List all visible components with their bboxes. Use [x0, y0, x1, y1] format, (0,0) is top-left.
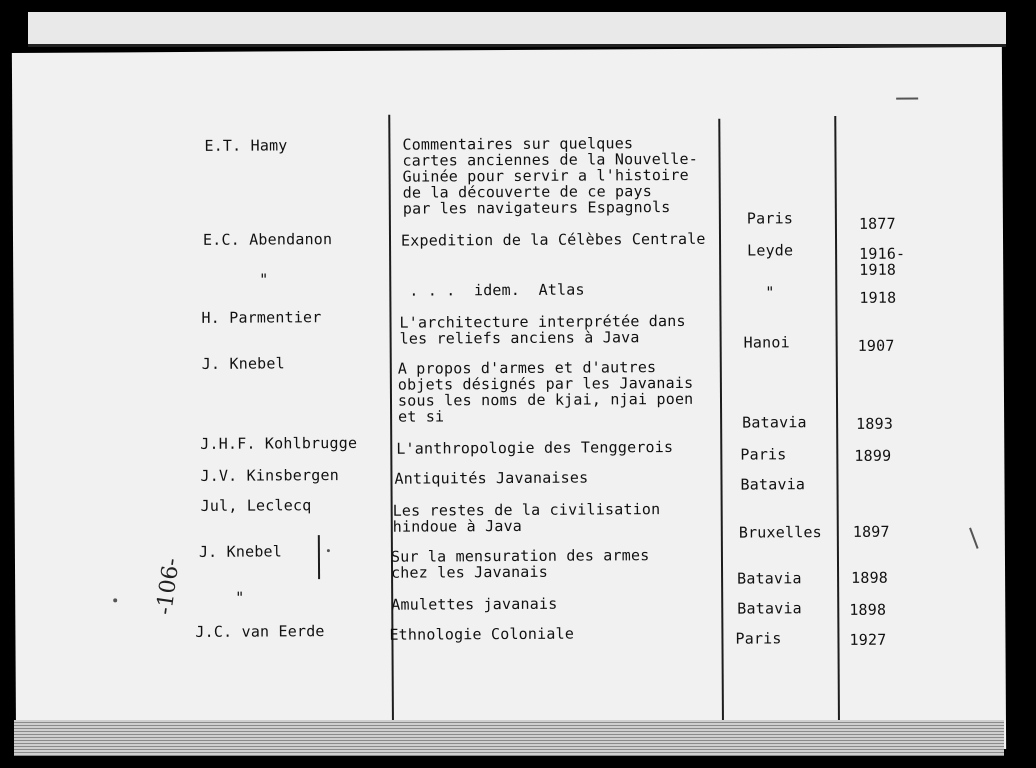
- scan-speck: [113, 598, 117, 602]
- title-cell: A propos d'armes et d'autres objets désignés par les Javanais sous les noms de kjai, njai poen et si: [397, 358, 694, 426]
- year-cell: 1899: [854, 446, 892, 465]
- scan-speck: [327, 549, 330, 552]
- title-cell: L'architecture interprétée dans les reliefs anciens à Java: [399, 311, 686, 348]
- year-cell: 1898: [851, 568, 889, 587]
- year-cell: 1927: [849, 630, 887, 649]
- author-cell: E.T. Hamy: [204, 136, 288, 155]
- place-cell: Hanoi: [743, 333, 790, 352]
- author-cell: ": [259, 270, 269, 289]
- place-cell: Batavia: [737, 599, 802, 618]
- scan-speck: [896, 97, 918, 99]
- title-cell: Amulettes javanais: [391, 594, 558, 614]
- place-cell: Batavia: [742, 413, 807, 432]
- author-cell: J. Knebel: [198, 542, 283, 561]
- author-cell: J.C. van Eerde: [195, 622, 325, 641]
- year-cell: 1893: [856, 414, 894, 433]
- author-cell: Jul, Leclecq: [200, 496, 312, 515]
- title-cell: Commentaires sur quelques cartes anciennes de la Nouvelle- Guinée pour servir a l'histoire de la découverte de ce pays par les navigateurs Espagnols: [402, 134, 698, 218]
- author-cell: E.C. Abendanon: [202, 230, 333, 249]
- title-cell: . . . idem. Atlas: [409, 280, 585, 300]
- scan-speck: [969, 528, 979, 549]
- margin-page-number: -106-: [152, 556, 185, 617]
- place-cell: Paris: [735, 629, 782, 648]
- column-rule-2: [718, 119, 724, 731]
- previous-page-edge: [28, 12, 1006, 47]
- title-cell: L'anthropologie des Tenggerois: [396, 437, 674, 458]
- margin-mark: [318, 535, 320, 579]
- year-cell: 1897: [852, 522, 890, 541]
- column-rule-3: [834, 116, 840, 746]
- author-cell: J.H.F. Kohlbrugge: [200, 433, 358, 453]
- author-cell: J. Knebel: [201, 354, 285, 373]
- year-cell: 1898: [849, 600, 887, 619]
- document-page: [12, 47, 1006, 755]
- title-cell: Les restes de la civilisation hindoue à Java: [392, 500, 661, 536]
- year-cell: 1916- 1918: [859, 244, 906, 279]
- place-cell: ": [765, 283, 775, 302]
- author-cell: H. Parmentier: [201, 308, 322, 327]
- place-cell: Bruxelles: [738, 523, 822, 542]
- stacked-pages-edge: [14, 720, 1004, 756]
- year-cell: 1907: [857, 336, 895, 355]
- title-cell: Ethnologie Coloniale: [389, 624, 575, 644]
- year-cell: 1918: [859, 288, 897, 307]
- place-cell: Leyde: [747, 241, 794, 260]
- place-cell: Paris: [746, 209, 794, 228]
- author-cell: J.V. Kinsbergen: [200, 466, 339, 485]
- title-cell: Expedition de la Célèbes Centrale: [400, 229, 706, 250]
- title-cell: Antiquités Javanaises: [394, 468, 589, 488]
- author-cell: ": [235, 588, 245, 607]
- place-cell: Batavia: [737, 569, 802, 588]
- year-cell: 1877: [858, 214, 896, 233]
- place-cell: Batavia: [740, 475, 806, 494]
- place-cell: Paris: [740, 445, 787, 464]
- title-cell: Sur la mensuration des armes chez les Javanais: [390, 546, 650, 582]
